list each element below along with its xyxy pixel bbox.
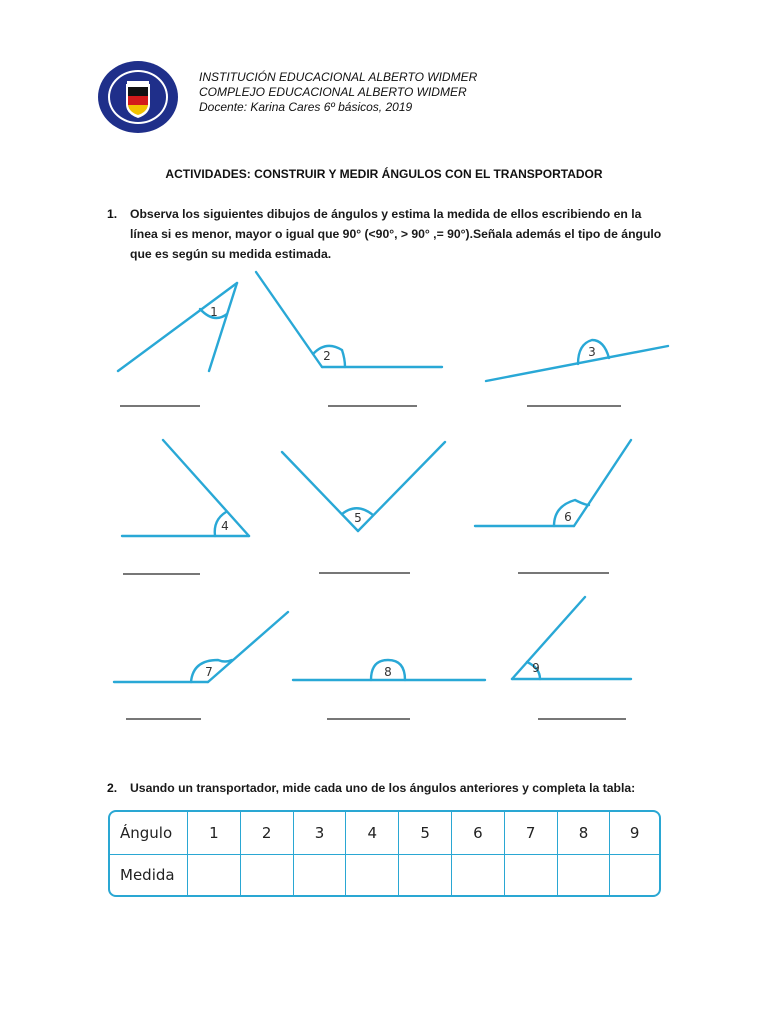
teacher-line: Docente: Karina Cares 6º básicos, 2019	[199, 100, 413, 114]
angle-measurement-table	[108, 810, 661, 897]
angle-7-label: 7	[205, 665, 213, 679]
measure-cell-5[interactable]	[399, 855, 452, 896]
question-1-text: Observa los siguientes dibujos de ángulos y estima la medida de ellos escribiendo en la línea si es menor, mayor o igual que 90° (<90°, > 90° ,= 90°).Señala además el tipo de ángulo que es según su medida estimada.	[130, 207, 662, 261]
angle-5-figure	[282, 442, 445, 531]
angle-5-label: 5	[354, 511, 362, 525]
angle-8-label: 8	[384, 665, 392, 679]
angle-column-9: 9	[610, 812, 659, 855]
measure-cell-8[interactable]	[558, 855, 611, 896]
measure-cell-7[interactable]	[505, 855, 558, 896]
angle-column-5: 5	[399, 812, 452, 855]
measure-cell-4[interactable]	[346, 855, 399, 896]
angle-3-figure	[486, 340, 668, 381]
question-2-text: Usando un transportador, mide cada uno de los ángulos anteriores y completa la tabla:	[130, 781, 636, 795]
question-1-number: 1.	[107, 207, 118, 221]
angle-column-1: 1	[188, 812, 241, 855]
angle-6-label: 6	[564, 510, 572, 524]
angle-column-8: 8	[558, 812, 611, 855]
measure-cell-3[interactable]	[294, 855, 347, 896]
table-row-angles	[110, 812, 659, 855]
measure-row-label: Medida	[110, 855, 188, 896]
institution-name: INSTITUCIÓN EDUCACIONAL ALBERTO WIDMER	[199, 70, 478, 84]
table-row-measures	[110, 855, 659, 896]
question-2-number: 2.	[107, 781, 118, 795]
measure-cell-9[interactable]	[610, 855, 659, 896]
angle-row-label: Ángulo	[110, 812, 188, 855]
angle-7-figure	[114, 612, 288, 682]
angle-column-2: 2	[241, 812, 294, 855]
angle-3-label: 3	[588, 345, 596, 359]
angle-column-7: 7	[505, 812, 558, 855]
question-2	[107, 778, 707, 798]
angle-4-figure	[122, 440, 249, 536]
measure-cell-2[interactable]	[241, 855, 294, 896]
angle-4-label: 4	[221, 519, 229, 533]
angle-column-6: 6	[452, 812, 505, 855]
angle-6-figure	[475, 440, 631, 526]
angle-1-label: 1	[210, 305, 218, 319]
angle-2-label: 2	[323, 349, 331, 363]
measure-cell-6[interactable]	[452, 855, 505, 896]
angle-9-label: 9	[532, 661, 540, 675]
angle-column-4: 4	[346, 812, 399, 855]
angle-2-figure	[256, 272, 442, 367]
angle-9-figure	[512, 597, 631, 679]
worksheet-title: ACTIVIDADES: CONSTRUIR Y MEDIR ÁNGULOS CON EL TRANSPORTADOR	[165, 167, 603, 181]
measure-cell-1[interactable]	[188, 855, 241, 896]
complex-name: COMPLEJO EDUCACIONAL ALBERTO WIDMER	[199, 85, 467, 99]
angle-1-figure	[118, 283, 237, 371]
angle-column-3: 3	[294, 812, 347, 855]
